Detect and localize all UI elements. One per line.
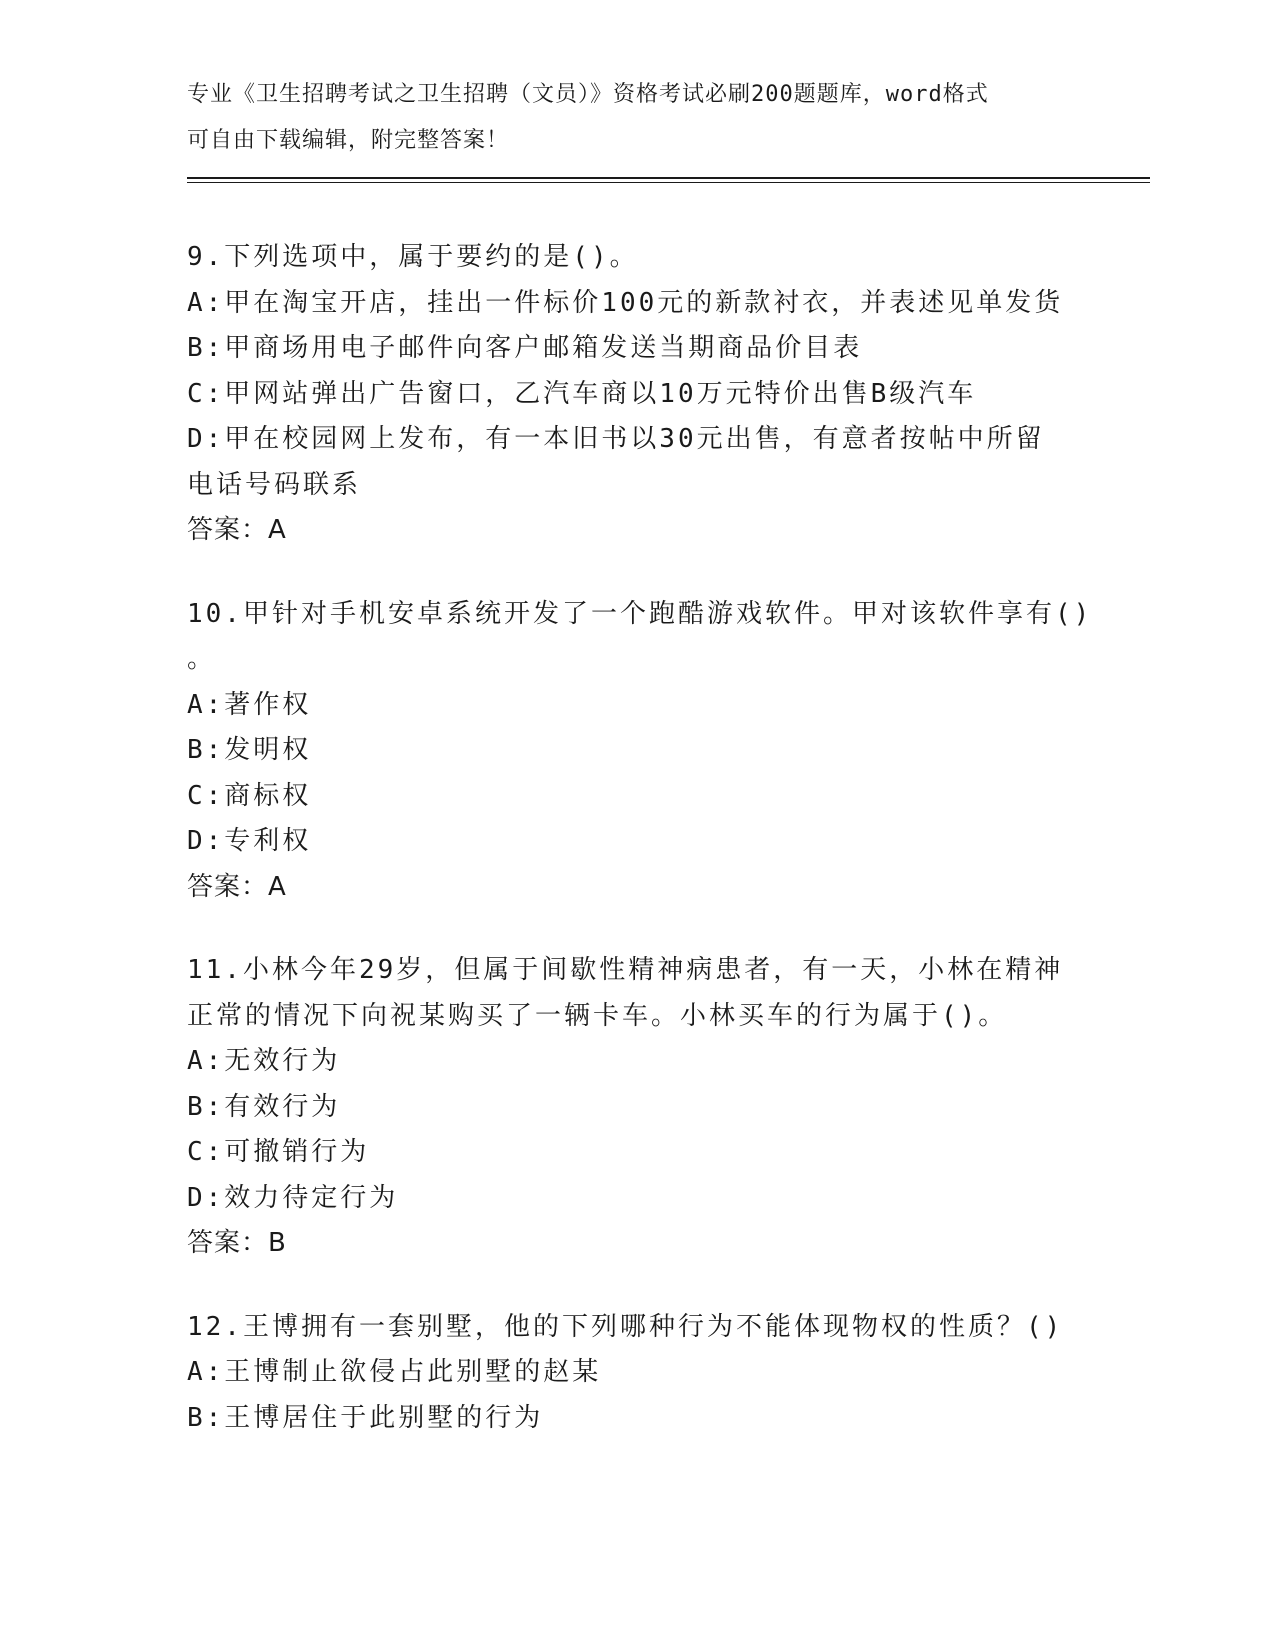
question-text: 9.下列选项中，属于要约的是()。: [187, 242, 639, 272]
option-c: C:商标权: [187, 780, 312, 811]
option-c: C:可撤销行为: [187, 1137, 370, 1167]
answer-label: 答案：A: [187, 515, 287, 545]
option-d: D:专利权: [187, 826, 312, 856]
question-text: 10.甲针对手机安卓系统开发了一个跑酷游戏软件。甲对该软件享有(): [187, 598, 1093, 629]
option-b: B:有效行为: [187, 1091, 341, 1122]
question-10: [187, 592, 1093, 911]
answer-label: 答案：A: [187, 871, 287, 902]
header-divider-thick: [187, 177, 1150, 179]
option-b: B:甲商场用电子邮件向客户邮箱发送当期商品价目表: [187, 333, 863, 363]
option-b: B:王博居住于此别墅的行为: [187, 1402, 544, 1433]
option-b: B:发明权: [187, 735, 312, 765]
option-a: A:著作权: [187, 689, 312, 720]
option-c: C:甲网站弹出广告窗口，乙汽车商以10万元特价出售B级汽车: [187, 378, 977, 409]
header-divider-thin: [187, 182, 1150, 183]
question-list: [187, 235, 1093, 1479]
document-header: [187, 72, 1087, 163]
header-line: 可自由下载编辑，附完整答案！: [187, 127, 510, 153]
header-line: 专业《卫生招聘考试之卫生招聘（文员）》资格考试必刷200题题库，word格式: [187, 82, 989, 107]
question-12: [187, 1305, 1087, 1442]
question-text-continued: 。: [187, 644, 217, 674]
option-a: A:王博制止欲侵占此别墅的赵某: [187, 1357, 602, 1387]
option-d: D:甲在校园网上发布，有一本旧书以30元出售，有意者按帖中所留: [187, 424, 1045, 454]
question-11: [187, 948, 1087, 1267]
question-9: [187, 235, 1087, 554]
option-d-continued: 电话号码联系: [187, 469, 362, 500]
question-text: 11.小林今年29岁，但属于间歇性精神病患者，有一天，小林在精神: [187, 955, 1064, 985]
question-text-continued: 正常的情况下向祝某购买了一辆卡车。小林买车的行为属于()。: [187, 1000, 1008, 1031]
answer-label: 答案：B: [187, 1228, 287, 1258]
option-a: A:无效行为: [187, 1046, 341, 1076]
question-text: 12.王博拥有一套别墅，他的下列哪种行为不能体现物权的性质？(): [187, 1311, 1064, 1342]
option-a: A:甲在淘宝开店，挂出一件标价100元的新款衬衣，并表述见单发货: [187, 287, 1064, 318]
option-d: D:效力待定行为: [187, 1182, 399, 1213]
